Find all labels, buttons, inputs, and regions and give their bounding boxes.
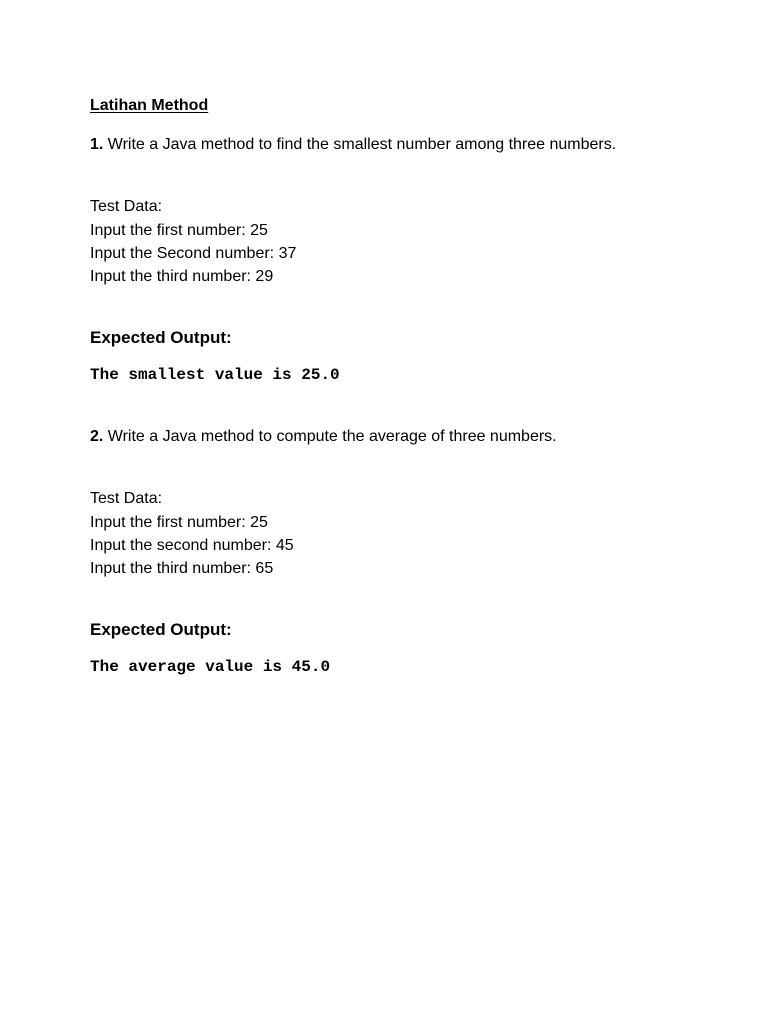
exercise-1-expected-output-label: Expected Output: — [90, 328, 232, 347]
document-title: Latihan Method — [90, 97, 209, 114]
exercise-2-expected-output-label: Expected Output: — [90, 620, 232, 639]
exercise-2-input-3: Input the third number: 65 — [90, 560, 274, 577]
exercise-2-input-2: Input the second number: 45 — [90, 537, 294, 554]
exercise-2-text: Write a Java method to compute the average of three numbers. — [103, 428, 557, 445]
exercise-2-question — [90, 427, 557, 447]
exercise-2-test-data-label: Test Data: — [90, 490, 163, 507]
exercise-1-test-data-label: Test Data: — [90, 198, 163, 215]
exercise-1-question — [90, 135, 616, 155]
exercise-2-output: The average value is 45.0 — [90, 658, 331, 676]
exercise-2-input-1: Input the first number: 25 — [90, 514, 268, 531]
exercise-1-number: 1. — [90, 136, 104, 153]
exercise-2-number: 2. — [90, 428, 104, 445]
exercise-1-input-2: Input the Second number: 37 — [90, 245, 297, 262]
exercise-1-text: Write a Java method to find the smallest number among three numbers. — [103, 136, 617, 153]
exercise-1-input-3: Input the third number: 29 — [90, 268, 274, 285]
exercise-1-input-1: Input the first number: 25 — [90, 222, 268, 239]
exercise-1-output: The smallest value is 25.0 — [90, 366, 340, 384]
